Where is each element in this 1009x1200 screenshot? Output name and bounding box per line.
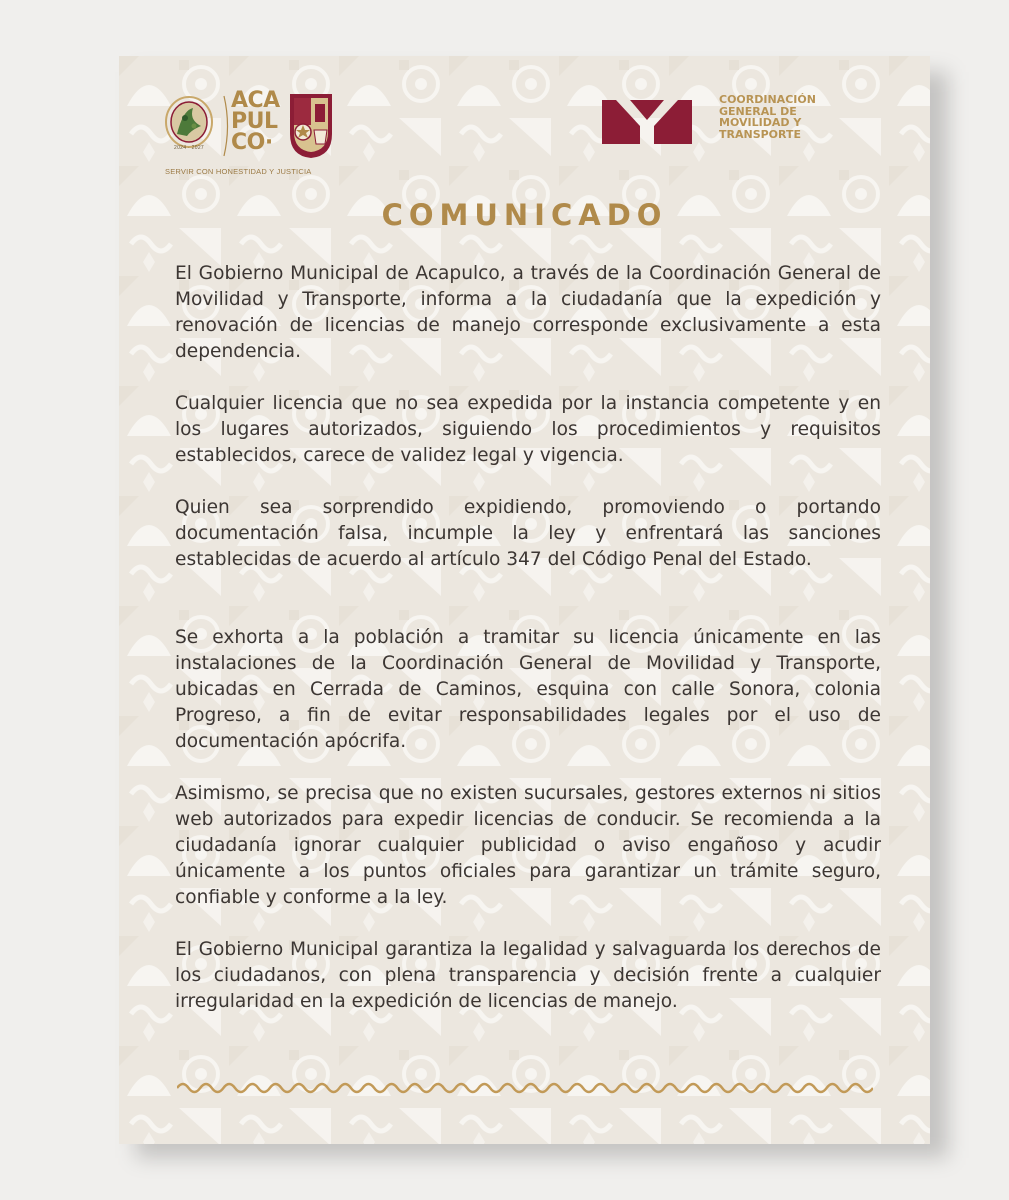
movilidad-logo-icon bbox=[602, 96, 692, 146]
paragraph: El Gobierno Municipal garantiza la legalidad y salvaguarda los derechos de los ciudadanos, con plena transparencia y decisión frente a cualquier irregularidad en la expedición de licencias de manejo. bbox=[175, 939, 881, 1012]
movilidad-line: GENERAL DE bbox=[719, 104, 797, 118]
wordmark-line: CO· bbox=[231, 130, 273, 155]
paragraph: El Gobierno Municipal de Acapulco, a través de la Coordinación General de Movilidad y Transporte, informa a la ciudadanía que la expedición y renovación de licencias de manejo corresponde exclusivamente a esta dependencia. bbox=[175, 263, 881, 362]
communique-sheet bbox=[119, 56, 930, 1144]
paragraph: Asimismo, se precisa que no existen sucursales, gestores externos ni sitios web autorizados para expedir licencias de conducir. Se recomienda a la ciudadanía ignorar cualquier publicidad o aviso engañoso y acudir únicamente a los puntos oficiales para garantizar un trámite seguro, confiable y conforme a la ley. bbox=[175, 783, 881, 908]
wave-divider bbox=[177, 1078, 873, 1098]
acapulco-shield-icon bbox=[287, 90, 335, 160]
page-title: COMUNICADO bbox=[381, 198, 668, 232]
movilidad-line: MOVILIDAD Y bbox=[719, 116, 802, 129]
logo-divider bbox=[223, 94, 231, 158]
movilidad-line: TRANSPORTE bbox=[719, 127, 802, 141]
paragraph: Cualquier licencia que no sea expedida por la instancia competente y en los lugares autorizados, siguiendo los procedimientos y requisitos establecidos, carece de validez legal y vigencia. bbox=[175, 393, 881, 466]
municipal-motto: SERVIR CON HONESTIDAD Y JUSTICIA bbox=[165, 167, 312, 176]
movilidad-line: COORDINACIÓN bbox=[719, 93, 816, 106]
acapulco-wordmark bbox=[231, 90, 281, 153]
paragraph: Quien sea sorprendido expidiendo, promoviendo o portando documentación falsa, incumple la ley y enfrentará las sanciones establecidas de acuerdo al artículo 347 del Código Penal del Estado. bbox=[175, 497, 881, 570]
wordmark-line: PUL bbox=[231, 109, 278, 134]
municipal-logo-block bbox=[155, 86, 355, 186]
communique-body bbox=[175, 261, 881, 1067]
paragraph: Se exhorta a la población a tramitar su licencia únicamente en las instalaciones de la Coordinación General de Movilidad y Transporte, ubicadas en Cerrada de Caminos, esquina con calle Sonora, colonia Progreso, a fin de evitar responsabilidades legales por el uso de documentación apócrifa. bbox=[175, 627, 881, 752]
seal-years: 2024 · 2027 bbox=[174, 145, 204, 151]
wordmark-line: ACA bbox=[231, 88, 280, 113]
movilidad-name bbox=[719, 94, 839, 140]
